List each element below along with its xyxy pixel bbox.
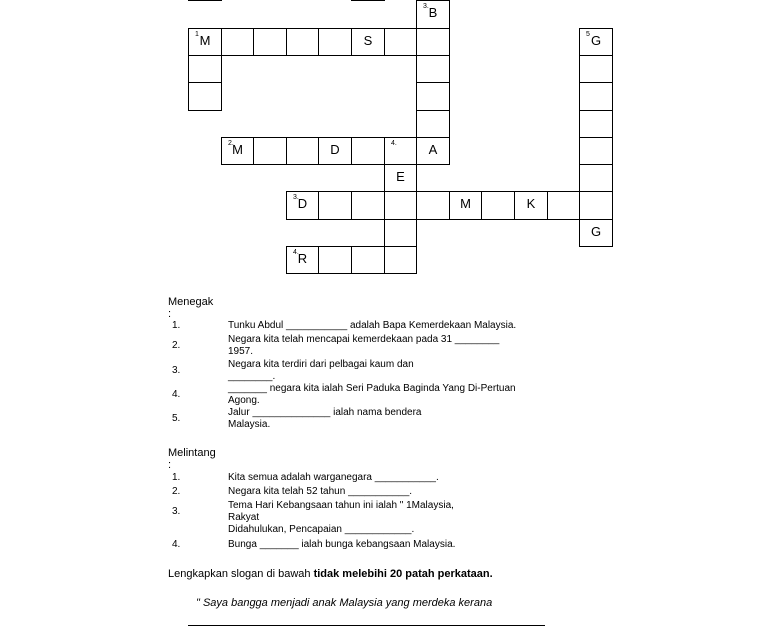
clue-number: 3.: [172, 365, 181, 376]
crossword-cell[interactable]: [579, 28, 613, 56]
crossword-cell[interactable]: [351, 0, 385, 1]
crossword-cell[interactable]: [318, 191, 352, 220]
cell-letter: M: [199, 33, 211, 48]
cell-letter: D: [297, 196, 308, 211]
crossword-cell[interactable]: [384, 191, 417, 220]
clue-text: Malaysia.: [228, 419, 271, 430]
crossword-cell[interactable]: [253, 28, 287, 56]
crossword-cell[interactable]: [188, 82, 222, 111]
crossword-cell[interactable]: [416, 28, 450, 56]
crossword-cell[interactable]: [579, 110, 613, 138]
clue-number: 5: [586, 31, 590, 38]
crossword-cell[interactable]: [384, 219, 417, 247]
clue-text: Didahulukan, Pencapaian ____________.: [228, 524, 415, 535]
clue-number: 1.: [172, 320, 181, 331]
clue-number: 2.: [172, 486, 181, 497]
clue-number: 4.: [391, 140, 397, 147]
crossword-cell[interactable]: [188, 55, 222, 83]
crossword-cell[interactable]: [579, 219, 613, 247]
slogan-instruction: Lengkapkan slogan di bawah tidak melebihi 20 patah perkataan.: [168, 568, 493, 580]
slogan-prompt: " Saya bangga menjadi anak Malaysia yang merdeka kerana: [196, 597, 493, 609]
clue-text: Negara kita telah 52 tahun ___________.: [228, 486, 413, 497]
clue-text: Negara kita telah mencapai kemerdekaan pada 31 ________: [228, 334, 500, 345]
slogan-answer-line[interactable]: [188, 625, 545, 626]
clue-text: Bunga _______ ialah bunga kebangsaan Malaysia.: [228, 539, 456, 550]
clue-number: 3.: [293, 194, 299, 201]
crossword-cell[interactable]: [416, 82, 450, 111]
crossword-cell[interactable]: [384, 28, 417, 56]
crossword-cell[interactable]: [286, 191, 319, 220]
crossword-cell[interactable]: [384, 164, 417, 192]
clue-text: Negara kita terdiri dari pelbagai kaum dan: [228, 359, 414, 370]
clue-number: 2.: [228, 140, 234, 147]
crossword-cell[interactable]: [188, 28, 222, 56]
crossword-cell[interactable]: [384, 246, 417, 274]
cell-letter: R: [297, 251, 308, 266]
clue-number: 4.: [172, 389, 181, 400]
crossword-cell[interactable]: [547, 191, 580, 220]
cell-letter: G: [590, 33, 602, 48]
crossword-cell[interactable]: [221, 28, 254, 56]
crossword-cell[interactable]: [253, 137, 287, 165]
cell-letter: D: [330, 142, 340, 157]
crossword-cell[interactable]: [579, 55, 613, 83]
cell-letter: A: [428, 142, 438, 157]
crossword-cell[interactable]: [351, 191, 385, 220]
crossword-cell[interactable]: [416, 0, 450, 29]
clue-text: Kita semua adalah warganegara ___________.: [228, 472, 439, 483]
crossword-cell[interactable]: [481, 191, 515, 220]
clue-number: 1: [195, 31, 199, 38]
clue-number: 2.: [172, 340, 181, 351]
crossword-cell[interactable]: [514, 191, 548, 220]
clue-text: _______ negara kita ialah Seri Paduka Baginda Yang Di-Pertuan: [228, 383, 516, 394]
crossword-cell[interactable]: [351, 28, 385, 56]
clue-number: 4.: [172, 539, 181, 550]
crossword-grid: [0, 0, 768, 290]
clue-text: Tunku Abdul ___________ adalah Bapa Kemerdekaan Malaysia.: [228, 320, 517, 331]
clue-number: 1.: [172, 472, 181, 483]
cell-letter: K: [526, 196, 536, 211]
cell-letter: E: [396, 169, 405, 184]
crossword-cell[interactable]: [188, 0, 222, 1]
clue-text: Jalur ______________ ialah nama bendera: [228, 407, 422, 418]
crossword-cell[interactable]: [416, 191, 450, 220]
melintang-heading: Melintang :: [168, 447, 216, 471]
crossword-cell[interactable]: [286, 137, 319, 165]
clue-text: ________.: [228, 371, 276, 382]
crossword-cell[interactable]: [286, 28, 319, 56]
crossword-cell[interactable]: [221, 137, 254, 165]
crossword-cell[interactable]: [351, 137, 385, 165]
clue-text: 1957.: [228, 346, 254, 357]
clue-text: Agong.: [228, 395, 260, 406]
cell-letter: G: [590, 224, 602, 239]
crossword-cell[interactable]: [579, 164, 613, 192]
crossword-cell[interactable]: [318, 246, 352, 274]
cell-letter: M: [460, 196, 471, 211]
crossword-cell[interactable]: [416, 55, 450, 83]
clue-number: 3.: [423, 3, 429, 10]
crossword-cell[interactable]: [318, 28, 352, 56]
clue-number: 4.: [293, 249, 299, 256]
menegak-heading: Menegak :: [168, 296, 214, 320]
clue-text: Rakyat: [228, 512, 260, 523]
cell-letter: S: [363, 33, 373, 48]
crossword-cell[interactable]: [351, 246, 385, 274]
crossword-cell[interactable]: [579, 191, 613, 220]
cell-letter: M: [232, 142, 243, 157]
crossword-cell[interactable]: [449, 191, 482, 220]
crossword-cell[interactable]: [579, 82, 613, 111]
clue-number: 3.: [172, 506, 181, 517]
clue-text: Tema Hari Kebangsaan tahun ini ialah " 1Malaysia,: [228, 500, 454, 511]
crossword-cell[interactable]: [384, 137, 417, 165]
cell-letter: B: [428, 5, 438, 20]
crossword-cell[interactable]: [416, 137, 450, 165]
clue-number: 5.: [172, 413, 181, 424]
crossword-cell[interactable]: [416, 110, 450, 138]
crossword-cell[interactable]: [579, 137, 613, 165]
crossword-cell[interactable]: [318, 137, 352, 165]
crossword-cell[interactable]: [286, 246, 319, 274]
